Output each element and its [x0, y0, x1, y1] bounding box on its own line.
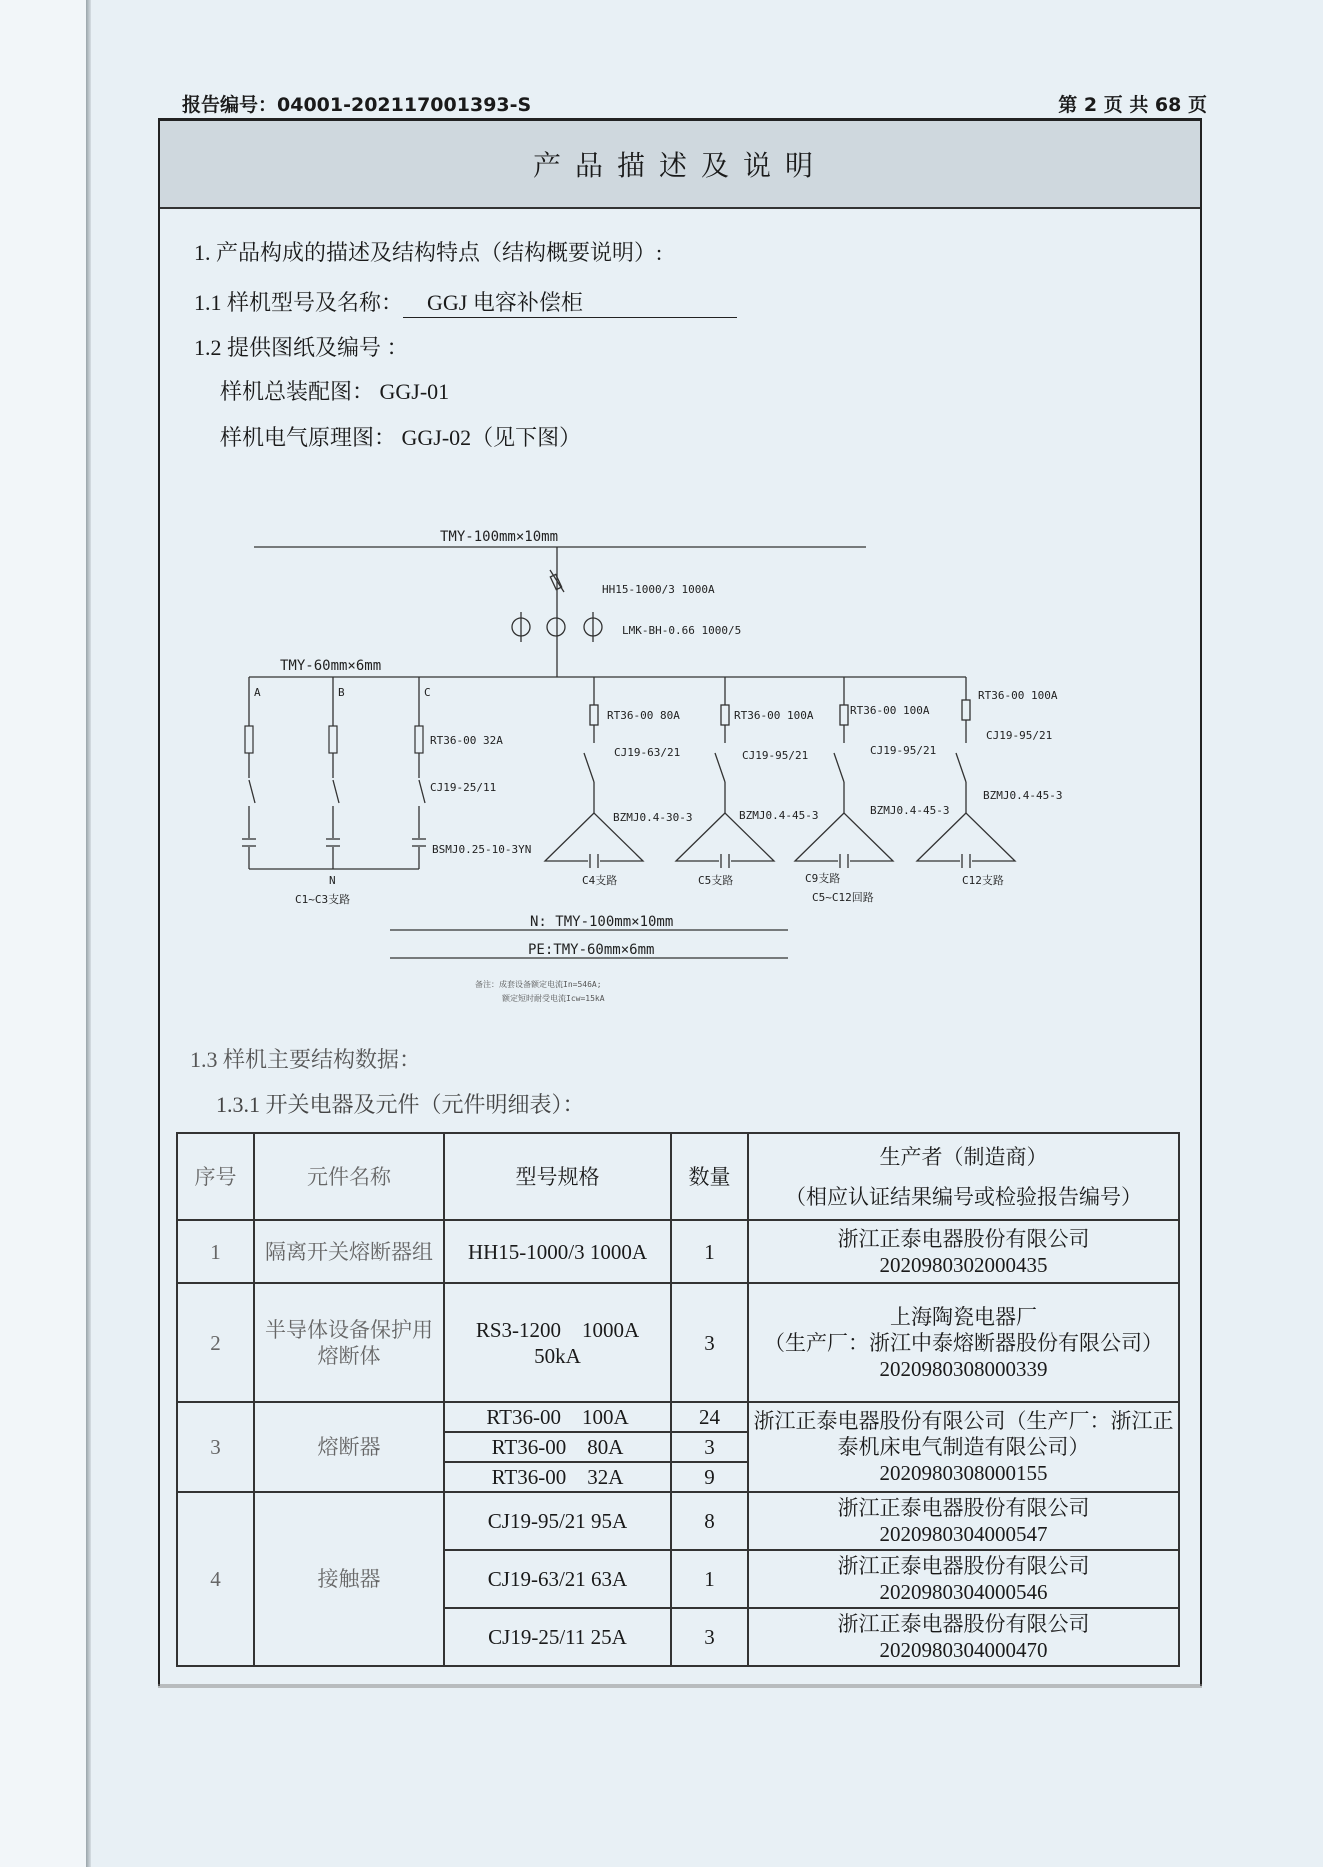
quantity: 3 — [671, 1432, 748, 1462]
ct-label: LMK-BH-0.66 1000/5 — [622, 624, 742, 637]
model: RT36-00 32A — [444, 1462, 671, 1492]
maker-name: 浙江正泰电器股份有限公司 — [837, 1554, 1090, 1578]
header-maker-line2: （相应认证结果编号或检验报告编号） — [785, 1184, 1142, 1209]
table-row — [177, 1492, 1179, 1550]
header-name: 元件名称 — [254, 1133, 444, 1220]
cert-number: 2020980304000547 — [879, 1522, 1048, 1546]
cert-number: 2020980304000546 — [879, 1580, 1048, 1604]
diagram-line — [590, 705, 598, 725]
branch-c12 — [917, 677, 1015, 868]
diagram-line — [721, 705, 729, 725]
quantity: 24 — [671, 1402, 748, 1432]
maker-name: 浙江正泰电器股份有限公司 — [837, 1496, 1090, 1520]
section131-heading: 1.3.1 开关电器及元件（元件明细表）： — [216, 1092, 585, 1117]
frame-bottom-edge — [158, 1684, 1202, 1688]
table-row — [177, 1402, 1179, 1432]
header-maker — [748, 1133, 1179, 1220]
capacitor-label: BZMJ0.4-45-3 — [870, 804, 950, 817]
model-line — [194, 286, 737, 318]
seq: 3 — [177, 1402, 254, 1492]
manufacturer — [748, 1550, 1179, 1608]
model: CJ19-95/21 95A — [444, 1492, 671, 1550]
maker-name: 浙江正泰电器股份有限公司 — [837, 1226, 1090, 1251]
c5c12-label: C5~C12回路 — [812, 891, 874, 904]
seq: 2 — [177, 1283, 254, 1402]
diagram-line — [840, 705, 848, 725]
cert-number: 2020980304000470 — [879, 1638, 1048, 1662]
phase-a: A — [254, 686, 261, 699]
page-number: 第 2 页 共 68 页 — [1058, 94, 1207, 116]
cert-number: 2020980308000155 — [879, 1461, 1048, 1485]
maker-note: （生产厂：浙江中泰熔断器股份有限公司） — [764, 1330, 1163, 1355]
manufacturer — [748, 1402, 1179, 1492]
note-line-2: 额定短时耐受电流Icw=15kA — [502, 994, 605, 1003]
drawings-label: 1.2 提供图纸及编号 ： — [194, 335, 409, 360]
fuse-label: RT36-00 100A — [978, 689, 1058, 702]
page-title: 产品描述及说明 — [532, 149, 827, 182]
diagram-line — [715, 753, 725, 782]
neutral-label: N — [329, 874, 336, 887]
model: CJ19-25/11 25A — [444, 1608, 671, 1666]
contactor-label: CJ19-95/21 — [870, 744, 937, 757]
contactor-25-label: CJ19-25/11 — [430, 781, 497, 794]
model — [444, 1283, 671, 1402]
diagram-line — [956, 753, 966, 782]
maker-name: 上海陶瓷电器厂 — [890, 1304, 1037, 1329]
seq: 4 — [177, 1492, 254, 1666]
electrical-drawing: 样机电气原理图： GGJ-02（见下图） — [220, 425, 582, 450]
manufacturer — [748, 1220, 1179, 1283]
table-header-row — [177, 1133, 1179, 1220]
switch-label: HH15-1000/3 1000A — [602, 583, 715, 596]
model-label: 1.1 样机型号及名称： — [194, 290, 404, 315]
branch-c4 — [545, 677, 643, 868]
component-name: 接触器 — [254, 1492, 444, 1666]
header-seq: 序号 — [177, 1133, 254, 1220]
manufacturer — [748, 1608, 1179, 1666]
main-bus-label: TMY-100mm×10mm — [440, 529, 559, 545]
scan-margin — [0, 0, 86, 1867]
component-name: 隔离开关熔断器组 — [254, 1220, 444, 1283]
diagram-line — [962, 700, 970, 720]
branch-label: C9支路 — [805, 872, 841, 885]
fuse-label: RT36-00 80A — [607, 709, 680, 722]
note-line-1: 备注：成套设备额定电流In=546A; — [475, 980, 602, 989]
diagram-line — [329, 726, 337, 753]
capacitor-label: BZMJ0.4-45-3 — [983, 789, 1063, 802]
quantity: 9 — [671, 1462, 748, 1492]
contactor-label: CJ19-95/21 — [742, 749, 809, 762]
model: RT36-00 100A — [444, 1402, 671, 1432]
quantity: 3 — [671, 1283, 748, 1402]
electrical-diagram — [240, 520, 1140, 1020]
diagram-line — [834, 753, 844, 782]
branch-bus-label: TMY-60mm×6mm — [280, 658, 382, 674]
binding-edge — [86, 0, 91, 1867]
model-line2: 50kA — [534, 1343, 581, 1368]
fuse-label: RT36-00 100A — [734, 709, 814, 722]
diagram-line — [547, 618, 565, 636]
component-name: 半导体设备保护用熔断体 — [254, 1283, 444, 1402]
table-row — [177, 1283, 1179, 1402]
header-model: 型号规格 — [444, 1133, 671, 1220]
cert-number: 2020980302000435 — [879, 1252, 1048, 1277]
diagram-line — [245, 726, 253, 753]
assembly-drawing: 样机总装配图： GGJ-01 — [220, 379, 450, 404]
model-line1: RS3-1200 1000A — [475, 1317, 640, 1342]
phase-b: B — [338, 686, 345, 699]
quantity: 1 — [671, 1220, 748, 1283]
table-row — [177, 1220, 1179, 1283]
model-value: GGJ 电容补偿柜 — [403, 286, 737, 318]
diagram-line — [917, 813, 1015, 861]
title-band — [160, 121, 1200, 209]
section1-heading: 1. 产品构成的描述及结构特点（结构概要说明）: — [194, 240, 663, 265]
capacitor-label: BZMJ0.4-45-3 — [739, 809, 819, 822]
model: RT36-00 80A — [444, 1432, 671, 1462]
maker-name: 浙江正泰电器股份有限公司（生产厂：浙江正泰机床电气制造有限公司） — [753, 1409, 1174, 1459]
branch-label: C5支路 — [698, 874, 734, 887]
header-maker-line1: 生产者（制造商） — [879, 1144, 1048, 1169]
capacitor-branches — [390, 677, 1015, 958]
diagram-line — [550, 574, 561, 589]
fuse-32-label: RT36-00 32A — [430, 734, 503, 747]
manufacturer — [748, 1492, 1179, 1550]
quantity: 1 — [671, 1550, 748, 1608]
contactor-label: CJ19-95/21 — [986, 729, 1053, 742]
n-bus-label: N: TMY-100mm×10mm — [530, 914, 674, 930]
contactor-label: CJ19-63/21 — [614, 746, 681, 759]
section13-heading: 1.3 样机主要结构数据： — [190, 1047, 422, 1072]
cert-number: 2020980308000339 — [879, 1356, 1048, 1381]
quantity: 8 — [671, 1492, 748, 1550]
bsmj-label: BSMJ0.25-10-3YN — [432, 843, 532, 856]
quantity: 3 — [671, 1608, 748, 1666]
maker-name: 浙江正泰电器股份有限公司 — [837, 1612, 1090, 1636]
branch-label: C4支路 — [582, 874, 618, 887]
fuse-label: RT36-00 100A — [850, 704, 930, 717]
component-name: 熔断器 — [254, 1402, 444, 1492]
capacitor-label: BZMJ0.4-30-3 — [613, 811, 693, 824]
header-qty: 数量 — [671, 1133, 748, 1220]
branch-c5 — [676, 677, 774, 868]
diagram-line — [415, 726, 423, 753]
manufacturer — [748, 1283, 1179, 1402]
seq: 1 — [177, 1220, 254, 1283]
c1c3-label: C1~C3支路 — [295, 893, 351, 906]
model: CJ19-63/21 63A — [444, 1550, 671, 1608]
phase-c: C — [424, 686, 431, 699]
component-table — [176, 1132, 1180, 1667]
report-number: 报告编号：04001-202117001393-S — [182, 94, 532, 116]
branch-label: C12支路 — [962, 874, 1004, 887]
model: HH15-1000/3 1000A — [444, 1220, 671, 1283]
diagram-line — [584, 753, 594, 782]
pe-bus-label: PE:TMY-60mm×6mm — [528, 942, 655, 958]
